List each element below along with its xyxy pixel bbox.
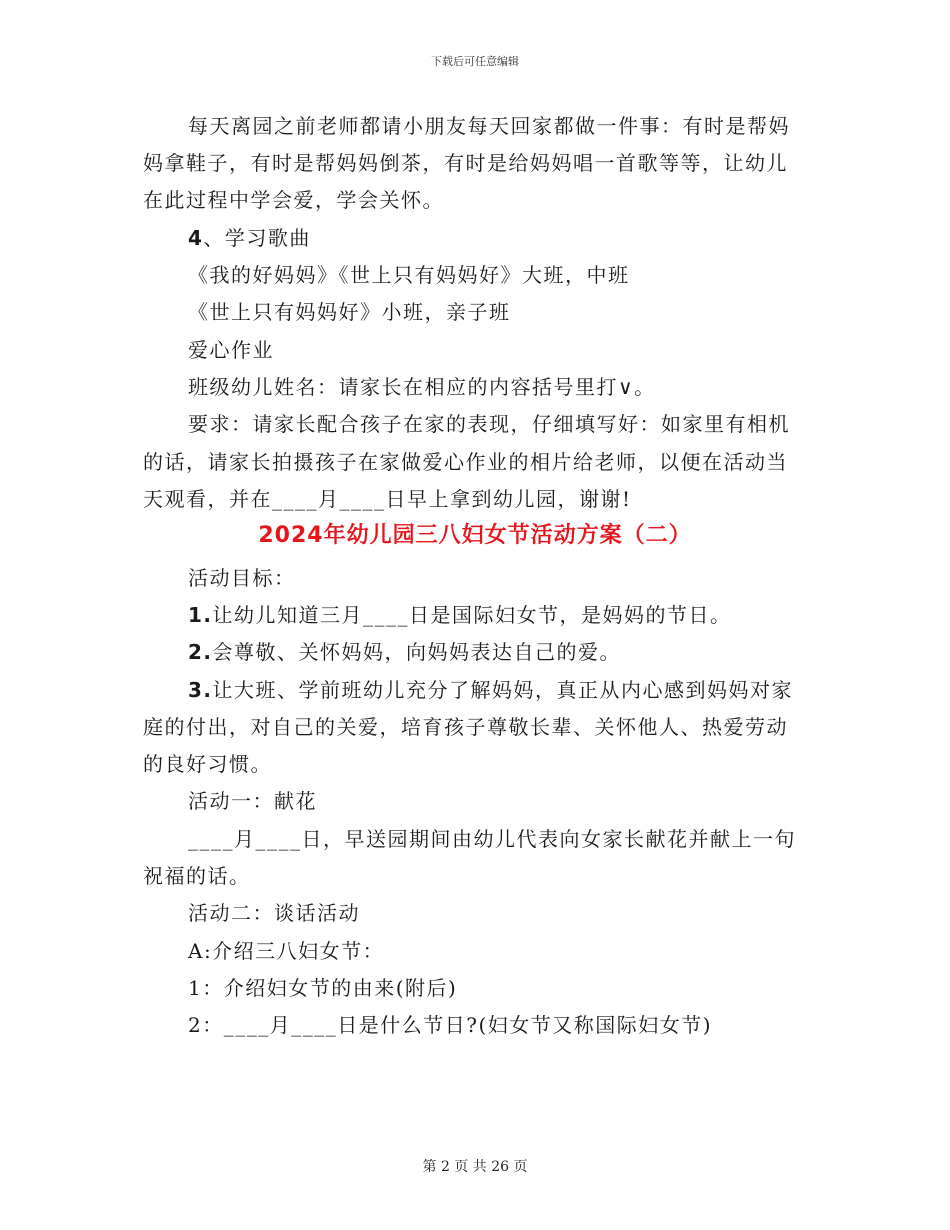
section-heading-4	[188, 226, 311, 250]
goal-number: 1.	[188, 603, 213, 627]
song-list-line: 《我的好妈妈》《世上只有妈妈好》大班，中班	[188, 263, 630, 287]
paragraph-line: 妈拿鞋子，有时是帮妈妈倒茶，有时是给妈妈唱一首歌等等，让幼儿	[143, 151, 788, 175]
paragraph-line: 的话，请家长拍摄孩子在家做爱心作业的相片给老师，以便在活动当	[143, 450, 788, 474]
goal-number: 3.	[188, 678, 213, 702]
goal-number: 2.	[188, 640, 213, 664]
intro-heading: A:介绍三八妇女节：	[188, 939, 385, 963]
song-list-line: 《世上只有妈妈好》小班，亲子班	[188, 300, 511, 324]
section-heading-text: 、学习歌曲	[203, 226, 311, 250]
goal-item-1	[188, 603, 732, 627]
page-footer: 第 2 页 共 26 页	[422, 1159, 528, 1175]
list-item: 2：____月____日是什么节日?(妇女节又称国际妇女节)	[188, 1013, 713, 1037]
goal-text: 让大班、学前班幼儿充分了解妈妈，真正从内心感到妈妈对家	[212, 678, 794, 702]
homework-heading: 爱心作业	[188, 338, 274, 362]
goal-label: 活动目标：	[188, 566, 296, 590]
goal-item-3	[188, 678, 793, 702]
activity-two-heading: 活动二：谈话活动	[188, 901, 360, 925]
class-name-line: 班级幼儿姓名：请家长在相应的内容括号里打∨。	[188, 375, 656, 399]
paragraph-line: 在此过程中学会爱，学会关怀。	[143, 188, 444, 212]
paragraph-line: 祝福的话。	[143, 864, 251, 888]
paragraph-line: 每天离园之前老师都请小朋友每天回家都做一件事：有时是帮妈	[188, 114, 790, 138]
section-title: 2024年幼儿园三八妇女节活动方案（二）	[258, 523, 692, 548]
goal-text: 会尊敬、关怀妈妈，向妈妈表达自己的爱。	[212, 640, 622, 664]
paragraph-line: 庭的付出，对自己的关爱，培育孩子尊敬长辈、关怀他人、热爱劳动	[143, 715, 788, 739]
paragraph-line: 的良好习惯。	[143, 752, 272, 776]
goal-text: 让幼儿知道三月____日是国际妇女节，是妈妈的节日。	[212, 603, 732, 627]
paragraph-line: 要求：请家长配合孩子在家的表现，仔细填写好：如家里有相机	[188, 412, 790, 436]
list-item: 1：介绍妇女节的由来(附后)	[188, 976, 458, 1000]
activity-one-heading: 活动一：献花	[188, 789, 317, 813]
paragraph-line: 天观看，并在____月____日早上拿到幼儿园，谢谢!	[143, 487, 632, 511]
page-header: 下载后可任意编辑	[431, 55, 519, 68]
paragraph-line: ____月____日，早送园期间由幼儿代表向女家长献花并献上一句	[188, 827, 796, 851]
section-number: 4	[188, 226, 204, 250]
goal-item-2	[188, 640, 621, 664]
